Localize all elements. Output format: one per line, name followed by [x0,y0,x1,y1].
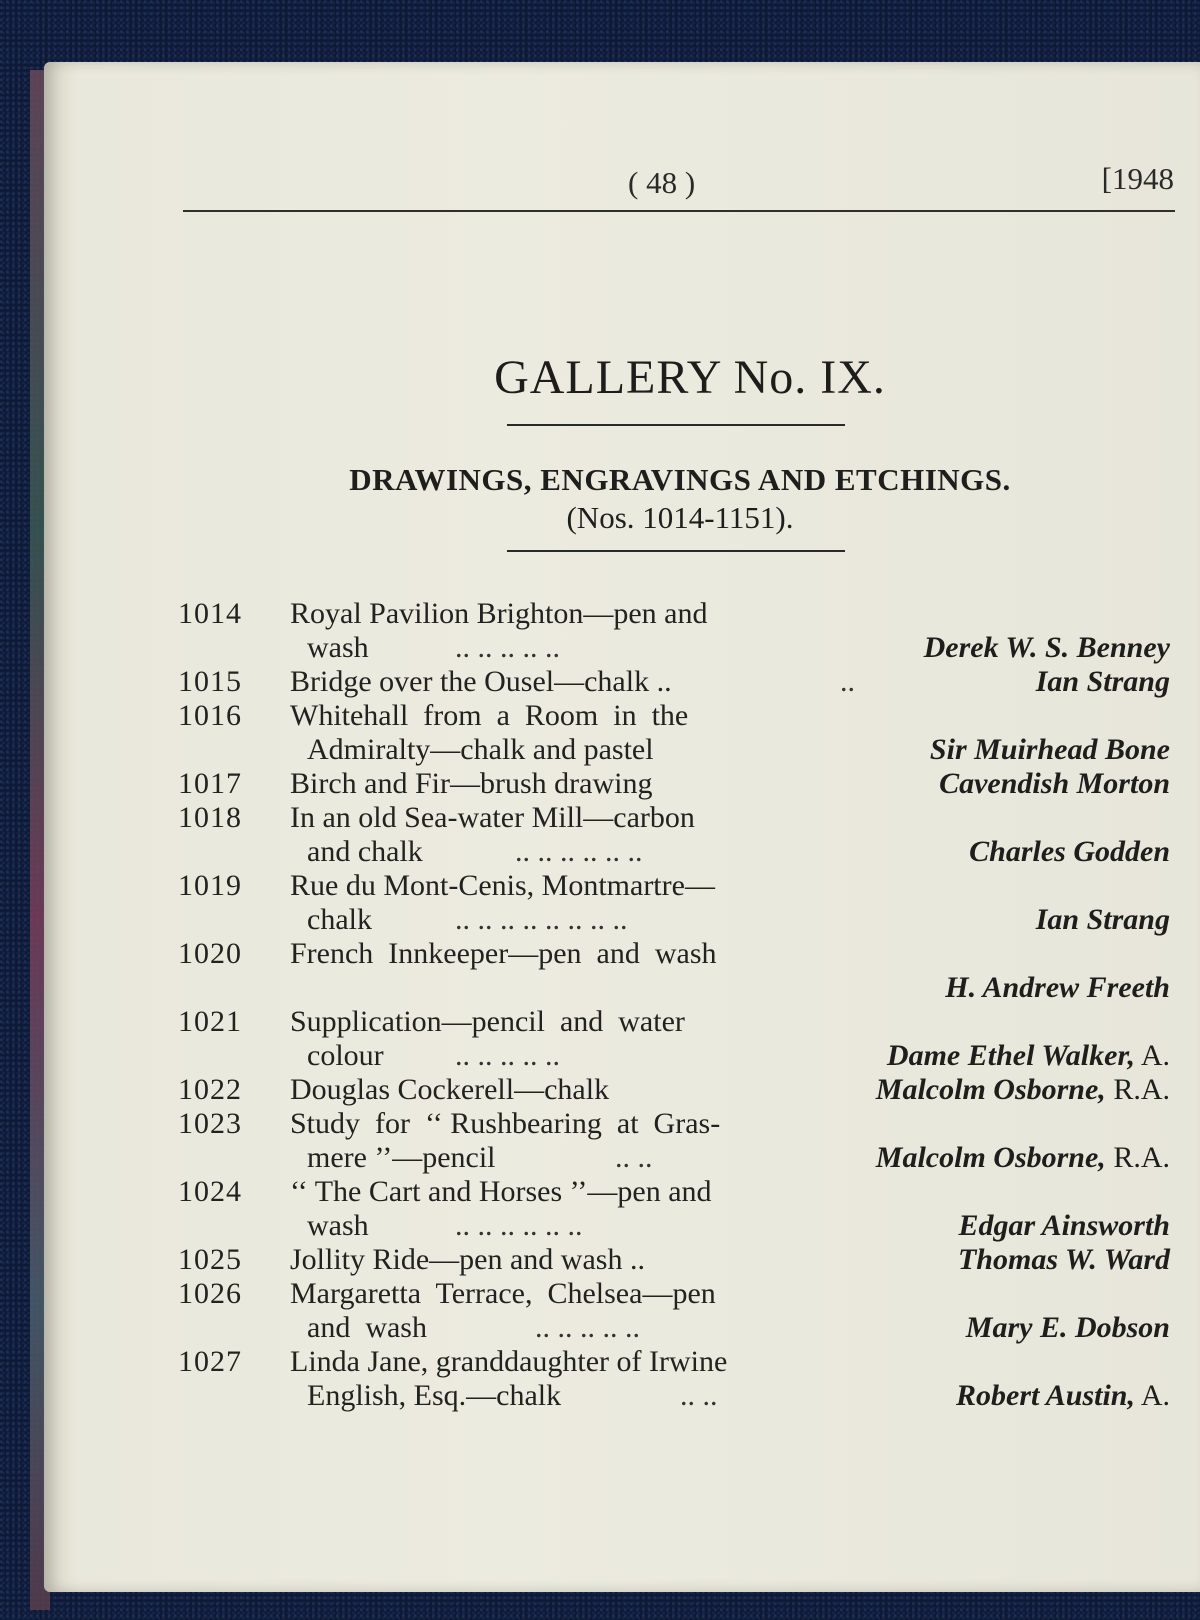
entry-title: ‘‘ The Cart and Horses ’’—pen and [290,1175,712,1208]
section-title: DRAWINGS, ENGRAVINGS AND ETCHINGS. [349,462,1011,497]
entry-number: 1014 [178,597,242,630]
entry-title-continued: chalk [307,903,372,936]
entry-line [0,1175,1200,1209]
entry-number: 1022 [178,1073,242,1106]
entry-title: Douglas Cockerell—chalk [290,1073,610,1106]
year-mark: [1948 [1101,161,1174,196]
header-rule [183,210,1175,212]
entry-artist [1036,665,1170,699]
entry-title: Study for ‘‘ Rushbearing at Gras- [290,1107,721,1140]
entry-line [0,835,1200,869]
entry-number: 1024 [178,1175,242,1208]
entry-title-continued: English, Esq.—chalk [307,1379,562,1412]
entry-line [0,1345,1200,1379]
section-range: (Nos. 1014-1151). [566,500,794,535]
entry-number: 1015 [178,665,242,698]
artist-name: Malcolm Osborne, [875,1141,1106,1174]
artist-name: Edgar Ainsworth [958,1209,1170,1242]
title-rule [507,424,845,426]
entry-title: French Innkeeper—pen and wash [290,937,717,970]
entry-number: 1023 [178,1107,242,1140]
entry-artist [924,631,1170,665]
entry-line [0,971,1200,1005]
entry-number: 1020 [178,937,242,970]
artist-name: Cavendish Morton [939,767,1170,800]
section-rule [507,550,845,552]
entry-line [0,937,1200,971]
entry-artist [966,1311,1170,1345]
entry-line [0,1073,1200,1107]
artist-suffix: R.A. [1105,1073,1170,1106]
leader-dots: .. .. .. .. .. .. [455,1209,583,1242]
entry-artist [959,1209,1170,1243]
entry-line [0,1005,1200,1039]
entry-line [0,1379,1200,1413]
entry-line [0,733,1200,767]
entry-number: 1018 [178,801,242,834]
entry-title-continued: and wash [307,1311,427,1344]
leader-dots: .. .. .. .. .. .. [515,835,643,868]
entry-title: In an old Sea-water Mill—carbon [290,801,695,834]
entry-artist [876,1073,1170,1107]
entry-artist [930,733,1170,767]
entry-line [0,1311,1200,1345]
entry-line [0,597,1200,631]
entry-line [0,1107,1200,1141]
entry-title: Margaretta Terrace, Chelsea—pen [290,1277,716,1310]
leader-dots: .. [840,665,855,698]
entry-line [0,1277,1200,1311]
entry-line [0,1243,1200,1277]
entry-artist [887,1039,1170,1073]
leader-dots: .. .. .. .. .. .. .. .. [455,903,628,936]
entry-number: 1025 [178,1243,242,1276]
entry-line [0,903,1200,937]
entry-line [0,1209,1200,1243]
entry-artist [969,835,1170,869]
artist-name: H. Andrew Freeth [945,971,1170,1004]
entry-title: Birch and Fir—brush drawing [290,767,653,800]
entry-title-continued: wash [307,1209,369,1242]
artist-suffix: A. [1134,1039,1170,1072]
artist-name: Sir Muirhead Bone [929,733,1170,766]
entry-title: Linda Jane, granddaughter of Irwine [290,1345,728,1378]
entry-line [0,801,1200,835]
leader-dots: .. .. .. .. .. [455,1039,560,1072]
gallery-title: GALLERY No. IX. [494,351,886,404]
entry-number: 1027 [178,1345,242,1378]
artist-name: Robert Austin, [956,1379,1135,1412]
entry-title-continued: wash [307,631,369,664]
entry-title: Jollity Ride—pen and wash .. [290,1243,645,1276]
entry-number: 1021 [178,1005,242,1038]
artist-name: Mary E. Dobson [965,1311,1170,1344]
entry-line [0,631,1200,665]
artist-name: Dame Ethel Walker, [886,1039,1135,1072]
entry-number: 1016 [178,699,242,732]
entry-title: Whitehall from a Room in the [290,699,689,732]
entry-title-continued: colour [307,1039,384,1072]
entry-line [0,665,1200,699]
leader-dots: .. .. .. .. .. [535,1311,640,1344]
entry-title-continued: and chalk [307,835,423,868]
leader-dots: .. .. [615,1141,653,1174]
entry-title: Bridge over the Ousel—chalk .. [290,665,672,698]
entry-title: Royal Pavilion Brighton—pen and [290,597,708,630]
entry-artist [956,1379,1170,1413]
entry-title: Supplication—pencil and water [290,1005,685,1038]
entry-title-continued: Admiralty—chalk and pastel [307,733,654,766]
artist-name: Ian Strang [1035,665,1170,698]
entry-artist [958,1243,1170,1277]
artist-name: Ian Strang [1035,903,1170,936]
entry-title-continued: mere ’’—pencil [307,1141,496,1174]
entry-artist [876,1141,1170,1175]
entry-number: 1019 [178,869,242,902]
running-header [180,155,1180,205]
entry-title: Rue du Mont-Cenis, Montmartre— [290,869,715,902]
page-number: ( 48 ) [628,165,696,200]
entry-line [0,767,1200,801]
entry-line [0,1039,1200,1073]
entry-number: 1026 [178,1277,242,1310]
artist-name: Derek W. S. Benney [923,631,1170,664]
artist-suffix: R.A. [1105,1141,1170,1174]
entry-line [0,699,1200,733]
entry-line [0,1141,1200,1175]
entry-artist [1036,903,1170,937]
entry-artist [939,767,1170,801]
artist-name: Charles Godden [969,835,1170,868]
entry-number: 1017 [178,767,242,800]
entry-line [0,869,1200,903]
entry-artist [945,971,1170,1005]
entry-list [0,597,1200,1413]
artist-name: Thomas W. Ward [957,1243,1170,1276]
leader-dots: .. .. [680,1379,718,1412]
artist-suffix: A. [1134,1379,1170,1412]
artist-name: Malcolm Osborne, [875,1073,1106,1106]
leader-dots: .. .. .. .. .. [455,631,560,664]
